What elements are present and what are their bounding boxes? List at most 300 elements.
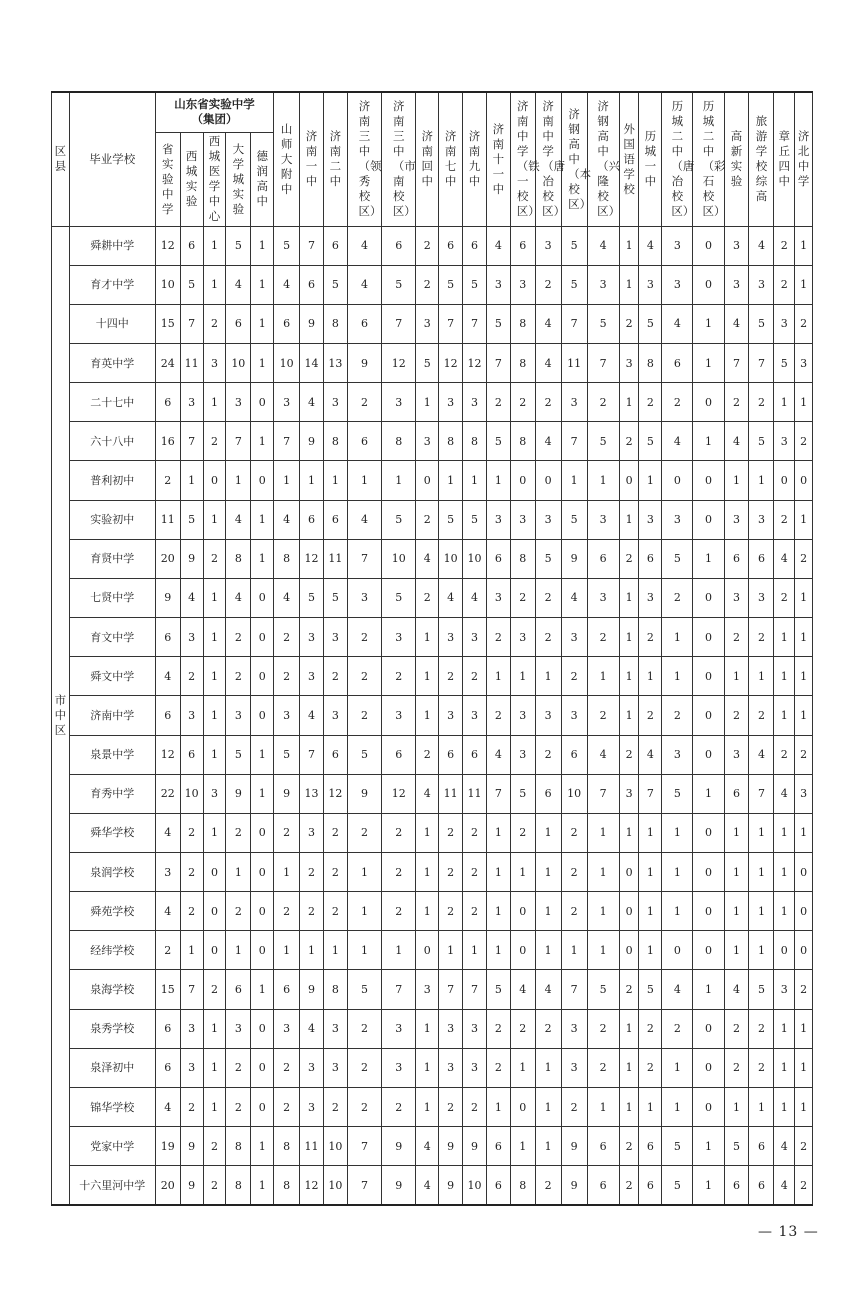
quota-cell: 0 [693,657,724,696]
quota-cell: 8 [510,539,535,578]
quota-cell: 8 [639,343,662,382]
quota-cell: 1 [662,618,693,657]
quota-cell: 3 [486,578,510,617]
quota-cell: 1 [416,1048,439,1087]
quota-cell: 8 [510,343,535,382]
quota-cell: 1 [274,461,300,500]
quota-cell: 6 [323,226,347,265]
quota-cell: 2 [510,813,535,852]
quota-cell: 7 [382,970,416,1009]
quota-cell: 5 [587,422,619,461]
quota-cell: 4 [486,735,510,774]
quota-cell: 2 [795,735,813,774]
quota-cell: 2 [300,892,324,931]
quota-cell: 0 [251,1087,274,1126]
quota-cell: 4 [347,500,381,539]
quota-cell: 3 [300,1087,324,1126]
quota-cell: 2 [274,1087,300,1126]
quota-cell: 4 [535,422,561,461]
table-row [52,1009,813,1048]
quota-cell: 9 [382,1166,416,1205]
quota-cell: 2 [439,1087,463,1126]
quota-cell: 3 [439,1048,463,1087]
quota-cell: 3 [382,696,416,735]
quota-cell: 3 [439,1009,463,1048]
quota-cell: 1 [749,853,774,892]
quota-cell: 6 [463,226,487,265]
quota-cell: 1 [693,422,724,461]
quota-cell: 1 [662,813,693,852]
quota-cell: 2 [203,422,226,461]
quota-cell: 1 [416,696,439,735]
column-header: 历城二中（彩石校区） [693,92,724,226]
quota-cell: 1 [795,578,813,617]
quota-cell: 2 [587,696,619,735]
quota-cell: 6 [749,1127,774,1166]
quota-cell: 6 [323,735,347,774]
quota-cell: 14 [300,343,324,382]
quota-cell: 6 [347,304,381,343]
quota-cell: 1 [587,461,619,500]
quota-cell: 0 [693,1009,724,1048]
quota-cell: 24 [155,343,180,382]
quota-cell: 1 [619,226,639,265]
table-row [52,774,813,813]
quota-cell: 5 [439,500,463,539]
quota-cell: 2 [347,696,381,735]
quota-cell: 2 [535,618,561,657]
quota-cell: 2 [749,618,774,657]
quota-cell: 7 [561,304,587,343]
quota-cell: 1 [587,657,619,696]
quota-cell: 5 [561,265,587,304]
table-row [52,343,813,382]
quota-cell: 3 [300,618,324,657]
quota-cell: 3 [203,774,226,813]
quota-cell: 5 [486,304,510,343]
quota-cell: 3 [795,343,813,382]
quota-cell: 3 [226,1009,251,1048]
quota-cell: 1 [619,383,639,422]
quota-cell: 1 [535,1087,561,1126]
quota-cell: 1 [486,853,510,892]
quota-cell: 7 [347,1127,381,1166]
quota-cell: 2 [724,618,749,657]
quota-cell: 10 [463,1166,487,1205]
quota-cell: 2 [639,1048,662,1087]
table-row [52,383,813,422]
quota-cell: 12 [300,1166,324,1205]
column-header: 历城一中 [639,92,662,226]
quota-cell: 3 [587,500,619,539]
quota-cell: 5 [662,774,693,813]
quota-cell: 1 [535,892,561,931]
quota-cell: 2 [226,657,251,696]
quota-cell: 5 [323,265,347,304]
quota-cell: 3 [416,970,439,1009]
quota-cell: 11 [300,1127,324,1166]
school-name-cell: 舜苑学校 [69,892,155,931]
quota-cell: 1 [251,1166,274,1205]
district-cell: 市中区 [52,226,70,1205]
district-header: 区县 [52,92,70,226]
quota-cell: 7 [561,970,587,1009]
quota-cell: 4 [724,970,749,1009]
quota-cell: 12 [382,343,416,382]
quota-cell: 8 [274,1166,300,1205]
quota-cell: 0 [203,892,226,931]
quota-cell: 1 [486,813,510,852]
quota-cell: 3 [382,618,416,657]
quota-cell: 10 [155,265,180,304]
quota-cell: 2 [347,657,381,696]
quota-cell: 1 [180,461,203,500]
quota-cell: 5 [561,500,587,539]
quota-cell: 1 [535,1048,561,1087]
quota-cell: 2 [486,1009,510,1048]
quota-cell: 2 [382,892,416,931]
quota-cell: 1 [226,461,251,500]
quota-cell: 4 [300,383,324,422]
quota-cell: 3 [382,1009,416,1048]
quota-cell: 9 [561,539,587,578]
quota-cell: 3 [274,383,300,422]
quota-cell: 13 [300,774,324,813]
quota-cell: 2 [323,813,347,852]
quota-cell: 2 [795,539,813,578]
quota-cell: 0 [416,461,439,500]
quota-cell: 1 [619,657,639,696]
quota-cell: 4 [416,1166,439,1205]
quota-cell: 3 [510,696,535,735]
quota-cell: 6 [486,539,510,578]
quota-cell: 3 [180,383,203,422]
quota-cell: 9 [347,343,381,382]
quota-cell: 1 [774,853,795,892]
quota-cell: 2 [347,1087,381,1126]
quota-cell: 4 [486,226,510,265]
quota-cell: 12 [323,774,347,813]
quota-cell: 4 [724,304,749,343]
quota-cell: 2 [535,383,561,422]
group-header: 山东省实验中学（集团） [155,92,273,132]
quota-cell: 0 [693,226,724,265]
quota-cell: 2 [662,578,693,617]
quota-cell: 4 [724,422,749,461]
quota-cell: 0 [795,461,813,500]
quota-cell: 4 [561,578,587,617]
quota-cell: 5 [639,970,662,1009]
quota-cell: 4 [347,226,381,265]
quota-cell: 1 [510,1048,535,1087]
school-name-cell: 二十七中 [69,383,155,422]
quota-cell: 3 [561,383,587,422]
quota-cell: 6 [347,422,381,461]
quota-cell: 9 [439,1127,463,1166]
quota-cell: 3 [774,970,795,1009]
quota-cell: 5 [774,343,795,382]
quota-cell: 1 [203,618,226,657]
school-name-cell: 七贤中学 [69,578,155,617]
page-number: — 13 — [758,1224,819,1240]
column-header: 济钢高中（兴隆校区） [587,92,619,226]
quota-cell: 1 [619,578,639,617]
quota-cell: 4 [155,813,180,852]
quota-cell: 4 [300,1009,324,1048]
school-name-cell: 十四中 [69,304,155,343]
quota-cell: 6 [226,970,251,1009]
quota-cell: 2 [587,383,619,422]
school-name-cell: 党家中学 [69,1127,155,1166]
quota-cell: 2 [180,813,203,852]
quota-cell: 3 [347,578,381,617]
quota-cell: 7 [347,1166,381,1205]
quota-cell: 1 [535,1127,561,1166]
quota-cell: 3 [639,578,662,617]
quota-cell: 8 [510,1166,535,1205]
quota-cell: 2 [463,1087,487,1126]
quota-cell: 3 [639,265,662,304]
quota-cell: 6 [274,304,300,343]
quota-cell: 1 [439,931,463,970]
quota-cell: 3 [662,226,693,265]
quota-cell: 1 [639,853,662,892]
quota-cell: 5 [662,539,693,578]
quota-cell: 0 [693,853,724,892]
quota-cell: 9 [561,1127,587,1166]
quota-cell: 7 [226,422,251,461]
quota-cell: 1 [693,304,724,343]
column-header: 济钢高中（本校区） [561,92,587,226]
quota-cell: 8 [510,422,535,461]
quota-cell: 1 [510,1127,535,1166]
quota-cell: 1 [795,226,813,265]
quota-cell: 5 [226,226,251,265]
quota-cell: 1 [587,853,619,892]
quota-cell: 0 [774,461,795,500]
quota-cell: 1 [416,657,439,696]
quota-cell: 3 [662,735,693,774]
quota-cell: 1 [774,696,795,735]
quota-cell: 0 [693,265,724,304]
quota-cell: 2 [347,1009,381,1048]
quota-cell: 4 [749,226,774,265]
quota-cell: 4 [774,1166,795,1205]
quota-cell: 1 [795,1048,813,1087]
quota-cell: 6 [510,226,535,265]
quota-cell: 2 [274,892,300,931]
school-name-cell: 实验初中 [69,500,155,539]
quota-cell: 2 [347,618,381,657]
table-row [52,735,813,774]
quota-cell: 1 [251,539,274,578]
quota-cell: 1 [416,892,439,931]
quota-cell: 4 [226,578,251,617]
quota-cell: 3 [274,1009,300,1048]
quota-cell: 1 [203,735,226,774]
quota-cell: 1 [619,1048,639,1087]
quota-cell: 1 [203,383,226,422]
quota-cell: 2 [463,892,487,931]
quota-cell: 3 [180,1009,203,1048]
quota-cell: 11 [155,500,180,539]
quota-cell: 3 [463,696,487,735]
quota-cell: 15 [155,304,180,343]
quota-cell: 6 [274,970,300,1009]
quota-cell: 2 [774,226,795,265]
quota-cell: 5 [274,735,300,774]
quota-cell: 2 [382,657,416,696]
column-header: 外国语学校 [619,92,639,226]
quota-cell: 9 [274,774,300,813]
quota-cell: 11 [463,774,487,813]
quota-cell: 3 [300,1048,324,1087]
column-header: 山师大附中 [274,92,300,226]
quota-cell: 2 [463,657,487,696]
table-row [52,304,813,343]
quota-cell: 1 [724,657,749,696]
quota-cell: 2 [439,813,463,852]
quota-cell: 2 [535,265,561,304]
column-header: 德润高中 [251,132,274,226]
quota-cell: 2 [274,657,300,696]
quota-cell: 0 [251,618,274,657]
quota-cell: 1 [486,461,510,500]
quota-cell: 1 [382,461,416,500]
quota-cell: 1 [251,1127,274,1166]
quota-cell: 0 [251,1048,274,1087]
quota-cell: 8 [226,539,251,578]
quota-cell: 1 [416,1087,439,1126]
quota-cell: 2 [619,735,639,774]
quota-cell: 6 [155,696,180,735]
quota-cell: 2 [639,1009,662,1048]
quota-cell: 1 [795,1087,813,1126]
quota-cell: 2 [203,1127,226,1166]
quota-cell: 2 [619,539,639,578]
quota-cell: 7 [180,422,203,461]
quota-cell: 20 [155,1166,180,1205]
quota-cell: 1 [795,383,813,422]
quota-cell: 1 [180,931,203,970]
quota-cell: 7 [463,970,487,1009]
quota-cell: 3 [724,578,749,617]
school-name-cell: 舜耕中学 [69,226,155,265]
quota-cell: 9 [347,774,381,813]
quota-cell: 0 [251,696,274,735]
quota-cell: 2 [226,1048,251,1087]
quota-cell: 6 [180,226,203,265]
quota-cell: 2 [587,1009,619,1048]
column-header: 济南一中 [300,92,324,226]
quota-cell: 0 [693,383,724,422]
column-header: 省实验中学 [155,132,180,226]
quota-cell: 22 [155,774,180,813]
quota-cell: 1 [203,657,226,696]
quota-cell: 1 [347,853,381,892]
quota-cell: 1 [749,892,774,931]
quota-cell: 1 [619,1087,639,1126]
quota-cell: 1 [619,265,639,304]
quota-cell: 3 [416,304,439,343]
quota-cell: 1 [463,931,487,970]
quota-cell: 1 [587,813,619,852]
quota-cell: 10 [439,539,463,578]
quota-cell: 0 [251,1009,274,1048]
quota-cell: 3 [639,500,662,539]
quota-cell: 7 [347,539,381,578]
column-header: 高新实验 [724,92,749,226]
quota-cell: 2 [382,1087,416,1126]
quota-cell: 11 [439,774,463,813]
quota-cell: 1 [774,618,795,657]
quota-cell: 1 [693,1166,724,1205]
school-name-cell: 泉海学校 [69,970,155,1009]
quota-cell: 9 [382,1127,416,1166]
quota-cell: 1 [587,892,619,931]
quota-cell: 5 [749,970,774,1009]
quota-cell: 1 [693,774,724,813]
quota-cell: 4 [226,265,251,304]
school-name-cell: 泉泽初中 [69,1048,155,1087]
quota-cell: 3 [724,226,749,265]
quota-cell: 1 [535,813,561,852]
quota-cell: 3 [662,500,693,539]
admission-quota-table [51,91,813,1206]
quota-cell: 3 [510,735,535,774]
quota-cell: 2 [274,618,300,657]
quota-cell: 1 [639,657,662,696]
school-name-cell: 济南中学 [69,696,155,735]
quota-cell: 6 [382,735,416,774]
quota-cell: 1 [639,813,662,852]
quota-cell: 3 [323,383,347,422]
quota-cell: 7 [561,422,587,461]
quota-cell: 1 [561,931,587,970]
table-row [52,422,813,461]
quota-cell: 7 [300,226,324,265]
school-name-cell: 锦华学校 [69,1087,155,1126]
quota-cell: 3 [203,343,226,382]
quota-cell: 7 [749,343,774,382]
quota-cell: 1 [416,618,439,657]
quota-cell: 3 [561,1009,587,1048]
quota-cell: 2 [619,970,639,1009]
quota-cell: 1 [486,892,510,931]
quota-cell: 1 [300,461,324,500]
quota-cell: 2 [416,578,439,617]
quota-cell: 1 [486,1087,510,1126]
quota-cell: 3 [724,735,749,774]
quota-cell: 5 [463,265,487,304]
quota-cell: 1 [203,696,226,735]
quota-cell: 2 [510,1009,535,1048]
quota-cell: 2 [180,853,203,892]
quota-cell: 0 [203,931,226,970]
quota-cell: 3 [439,383,463,422]
quota-cell: 0 [693,1087,724,1126]
school-name-cell: 六十八中 [69,422,155,461]
quota-cell: 3 [774,304,795,343]
quota-cell: 1 [749,931,774,970]
quota-cell: 1 [724,931,749,970]
quota-cell: 2 [510,383,535,422]
quota-cell: 3 [180,618,203,657]
quota-cell: 1 [347,461,381,500]
table-row [52,1087,813,1126]
quota-cell: 19 [155,1127,180,1166]
quota-cell: 1 [323,461,347,500]
